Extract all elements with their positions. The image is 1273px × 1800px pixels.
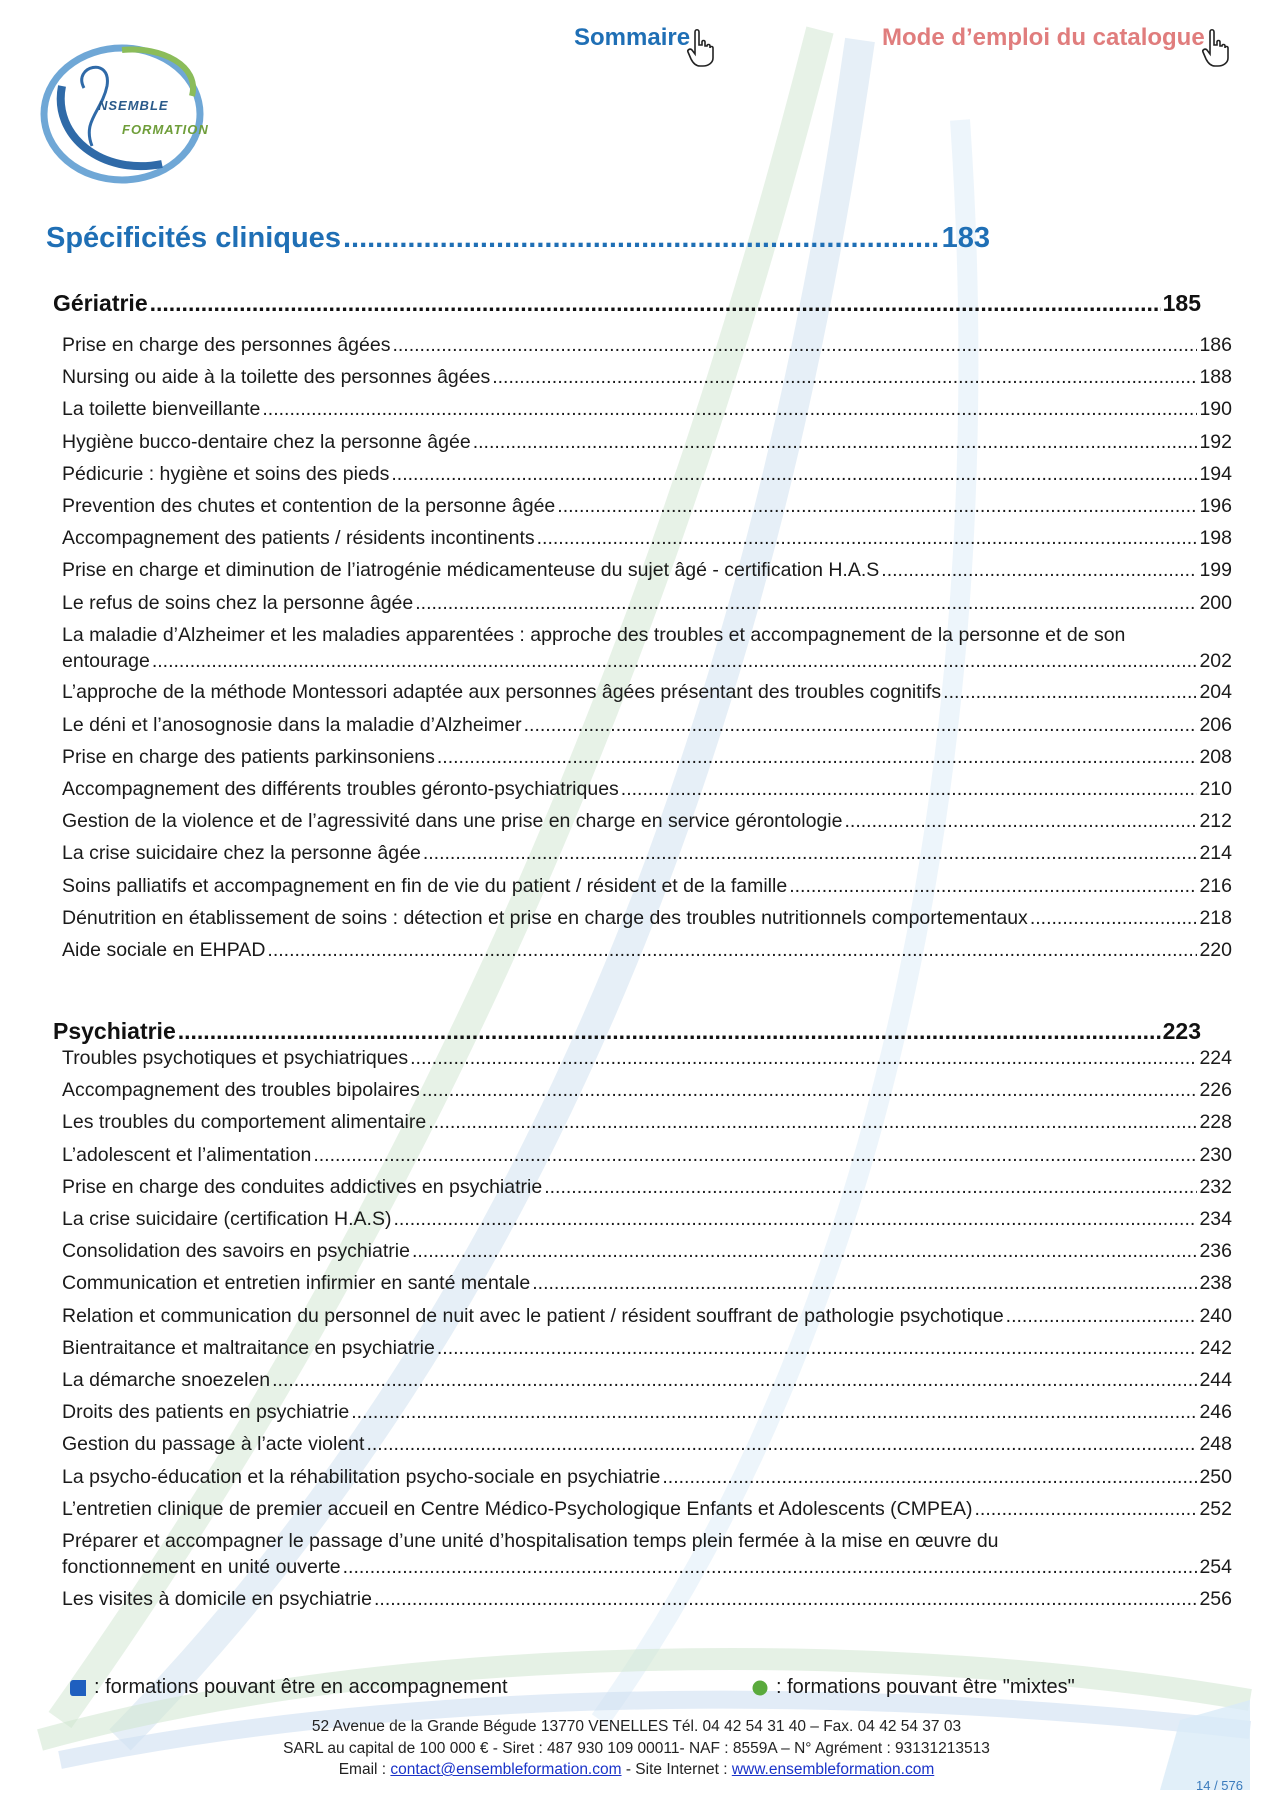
- toc-entry-title: Les troubles du comportement alimentaire: [62, 1111, 427, 1134]
- toc-entry[interactable]: [62, 840, 1232, 866]
- section-title[interactable]: [46, 222, 990, 255]
- toc-entry-page: 256: [1199, 1587, 1232, 1610]
- dot-leaders: [974, 1496, 1197, 1522]
- toc-entry-page: 232: [1199, 1175, 1232, 1198]
- toc-entry[interactable]: [62, 622, 1232, 674]
- dot-leaders: [391, 461, 1197, 487]
- dot-leaders: [267, 937, 1197, 963]
- dot-leaders: [366, 1431, 1197, 1457]
- toc-entry-page: 186: [1199, 334, 1232, 356]
- section-page: 183: [941, 222, 990, 254]
- dot-leaders: [410, 1045, 1197, 1071]
- hand-pointer-icon: [1201, 28, 1231, 68]
- footer-site-label: - Site Internet :: [621, 1761, 732, 1778]
- toc-entry[interactable]: [62, 1399, 1232, 1425]
- website-link[interactable]: www.ensembleformation.com: [731, 1761, 935, 1778]
- toc-entry-page: 214: [1199, 842, 1232, 865]
- heading-page: 185: [1162, 290, 1201, 316]
- toc-entry[interactable]: [62, 808, 1232, 834]
- toc-entry-title: La crise suicidaire (certification H.A.S): [62, 1208, 392, 1230]
- dot-leaders: [422, 1077, 1198, 1103]
- dot-leaders: [844, 808, 1197, 834]
- dot-leaders: [789, 873, 1197, 899]
- toc-entry[interactable]: [62, 461, 1232, 487]
- toc-entry-page: 190: [1199, 398, 1232, 421]
- toc-entry-page: 244: [1199, 1369, 1232, 1391]
- toc-entry[interactable]: [62, 1367, 1232, 1393]
- toc-entry-title: La psycho-éducation et la réhabilitation psycho-sociale en psychiatrie: [62, 1465, 661, 1488]
- toc-entry[interactable]: [62, 1174, 1232, 1200]
- toc-entry[interactable]: [62, 1335, 1232, 1361]
- toc-entry-title: Droits des patients en psychiatrie: [62, 1401, 350, 1424]
- dot-leaders: [272, 1367, 1197, 1393]
- toc-entry-page: 252: [1199, 1497, 1232, 1520]
- dot-leaders: [532, 1270, 1197, 1296]
- toc-entry-page: 228: [1199, 1111, 1232, 1134]
- toc-entry-page: 216: [1199, 874, 1232, 897]
- toc-entry-page: 210: [1199, 777, 1232, 800]
- heading-psychiatrie[interactable]: [53, 1018, 1201, 1045]
- toc-entry-title: Prise en charge et diminution de l’iatrogénie médicamenteuse du sujet âgé - certification H.A.S: [62, 559, 880, 582]
- dot-leaders: [662, 1464, 1197, 1490]
- toc-entry-page: 248: [1199, 1433, 1232, 1456]
- toc-entry[interactable]: [62, 1206, 1232, 1232]
- toc-entry[interactable]: [62, 1238, 1232, 1264]
- legend-mixtes-text: : formations pouvant être "mixtes": [776, 1676, 1075, 1698]
- footer-email-label: Email :: [338, 1761, 391, 1778]
- dot-leaders: [393, 1206, 1197, 1232]
- toc-entry-title: fonctionnement en unité ouverte: [62, 1556, 341, 1578]
- toc-entry-page: 194: [1199, 462, 1232, 485]
- toc-entry[interactable]: [62, 396, 1232, 422]
- dot-leaders: [412, 1238, 1198, 1264]
- toc-entry-title: Accompagnement des patients / résidents incontinents: [62, 527, 535, 550]
- dot-leaders: [537, 525, 1198, 551]
- dot-leaders: [343, 222, 940, 255]
- toc-entry-page: 238: [1199, 1272, 1232, 1295]
- toc-entry-title: Gestion du passage à l’acte violent: [62, 1433, 365, 1456]
- toc-entry-title: Relation et communication du personnel de nuit avec le patient / résident souffrant de pathologie psychotique: [62, 1304, 1004, 1327]
- hand-pointer-icon: [686, 28, 716, 68]
- dot-leaders: [621, 776, 1198, 802]
- toc-entry-title: Le refus de soins chez la personne âgée: [62, 591, 414, 614]
- toc-entry-title: Prevention des chutes et contention de la personne âgée: [62, 495, 556, 517]
- dot-leaders: [150, 290, 1161, 317]
- toc-entry-title: L’approche de la méthode Montessori adaptée aux personnes âgées présentant des troubles cognitifs: [62, 681, 942, 704]
- toc-entry-page: 206: [1199, 713, 1232, 736]
- toc-entry-title: entourage: [62, 649, 150, 672]
- dot-leaders: [524, 712, 1198, 738]
- heading-geriatrie[interactable]: [53, 290, 1201, 317]
- dot-leaders: [1006, 1303, 1198, 1329]
- mode-emploi-label: Mode d’emploi du catalogue: [882, 24, 1205, 51]
- toc-entry-title: Consolidation des savoirs en psychiatrie: [62, 1240, 410, 1263]
- toc-entry-title: Le déni et l’anosognosie dans la maladie d’Alzheimer: [62, 713, 522, 736]
- dot-leaders: [313, 1142, 1197, 1168]
- toc-entry-page: 240: [1199, 1304, 1232, 1327]
- toc-entry-title: L’adolescent et l’alimentation: [62, 1143, 312, 1166]
- dot-leaders: [152, 648, 1198, 674]
- dot-leaders: [415, 590, 1197, 616]
- toc-entry-page: 236: [1199, 1240, 1232, 1263]
- toc-entry[interactable]: [62, 364, 1232, 390]
- toc-entry-page: 230: [1199, 1143, 1232, 1166]
- toc-entry-page: 246: [1199, 1401, 1232, 1424]
- dot-leaders: [178, 1018, 1161, 1045]
- dot-leaders: [437, 1335, 1198, 1361]
- email-link[interactable]: contact@ensembleformation.com: [390, 1761, 622, 1778]
- toc-entry[interactable]: [62, 1270, 1232, 1296]
- toc-entry-page: 199: [1199, 559, 1232, 582]
- dot-leaders: [351, 1399, 1197, 1425]
- toc-entry[interactable]: [62, 429, 1232, 455]
- toc-entry-page: 220: [1199, 938, 1232, 961]
- footer-contact: [0, 1761, 1273, 1779]
- sommaire-label: Sommaire: [574, 24, 691, 51]
- sommaire-link[interactable]: [574, 24, 716, 68]
- toc-entry[interactable]: [62, 1109, 1232, 1135]
- toc-entry[interactable]: [62, 679, 1232, 705]
- dot-leaders: [374, 1586, 1197, 1612]
- toc-entry[interactable]: [62, 1431, 1232, 1457]
- toc-entry-title: Nursing ou aide à la toilette des personnes âgées: [62, 366, 491, 389]
- toc-entry-title-line: La maladie d’Alzheimer et les maladies apparentées : approche des troubles et accompagnement de la personne et de son: [62, 623, 1126, 646]
- toc-entry[interactable]: [62, 1142, 1232, 1168]
- toc-entry[interactable]: [62, 1496, 1232, 1522]
- toc-entry-page: 254: [1199, 1556, 1232, 1578]
- toc-entry-title: Hygiène bucco-dentaire chez la personne âgée: [62, 430, 471, 453]
- heading-page: 223: [1162, 1018, 1201, 1044]
- dot-leaders: [262, 396, 1197, 422]
- toc-entry[interactable]: [62, 1045, 1232, 1071]
- dot-leaders: [1030, 905, 1198, 931]
- toc-entry-title: Accompagnement des troubles bipolaires: [62, 1079, 420, 1102]
- dot-leaders: [392, 332, 1197, 358]
- toc-entry-page: 226: [1199, 1079, 1232, 1102]
- toc-entry-title: Soins palliatifs et accompagnement en fin de vie du patient / résident et de la famille: [62, 874, 788, 897]
- dot-leaders: [428, 1109, 1197, 1135]
- legend-accompagnement: [70, 1676, 508, 1699]
- toc-entry-page: 202: [1199, 649, 1232, 672]
- dot-leaders: [343, 1554, 1198, 1580]
- toc-entry-title: Bientraitance et maltraitance en psychiatrie: [62, 1336, 435, 1359]
- toc-entry-page: 250: [1199, 1465, 1232, 1488]
- toc-entry[interactable]: [62, 557, 1232, 583]
- legend-mixtes: [752, 1676, 1075, 1699]
- toc-entry-title: Troubles psychotiques et psychiatriques: [62, 1047, 409, 1069]
- toc-entry-page: 204: [1199, 681, 1232, 704]
- toc-entry-title: Pédicurie : hygiène et soins des pieds: [62, 462, 390, 485]
- green-dot-icon: [752, 1680, 768, 1696]
- dot-leaders: [473, 429, 1198, 455]
- toc-entry-title: La démarche snoezelen: [62, 1369, 271, 1391]
- page-number: 14 / 576: [1196, 1778, 1243, 1793]
- toc-entry-title-line: Préparer et accompagner le passage d’une unité d’hospitalisation temps plein fermée à la mise en œuvre du: [62, 1530, 999, 1552]
- toc-entry-title: La crise suicidaire chez la personne âgée: [62, 842, 421, 865]
- toc-entry-page: 188: [1199, 366, 1232, 389]
- toc-entry[interactable]: [62, 712, 1232, 738]
- toc-entry-page: 208: [1199, 745, 1232, 768]
- toc-entry[interactable]: [62, 937, 1232, 963]
- toc-entry[interactable]: [62, 776, 1232, 802]
- toc-entry-page: 196: [1199, 495, 1232, 517]
- toc-entry-title: Gestion de la violence et de l’agressivité dans une prise en charge en service gérontologie: [62, 810, 843, 833]
- toc-entry-page: 218: [1199, 906, 1232, 929]
- toc-entry-title: Dénutrition en établissement de soins : détection et prise en charge des troubles nutritionnels comportementaux: [62, 906, 1028, 929]
- heading-title: Psychiatrie: [53, 1018, 176, 1044]
- toc-entry[interactable]: [62, 1303, 1232, 1329]
- toc-entry-title: L’entretien clinique de premier accueil en Centre Médico-Psychologique Enfants et Adolescents (CMPEA): [62, 1497, 973, 1520]
- toc-entry-title: Aide sociale en EHPAD: [62, 938, 266, 961]
- heading-title: Gériatrie: [53, 290, 148, 316]
- dot-leaders: [881, 557, 1197, 583]
- toc-entry[interactable]: [62, 1077, 1232, 1103]
- section-title-text: Spécificités cliniques: [46, 222, 341, 254]
- dot-leaders: [437, 744, 1198, 770]
- toc-entry[interactable]: [62, 1528, 1232, 1580]
- dot-leaders: [943, 679, 1197, 705]
- dot-leaders: [423, 840, 1198, 866]
- logo-text-formation: FORMATION: [122, 122, 209, 137]
- toc-entry[interactable]: [62, 1586, 1232, 1612]
- toc-entry[interactable]: [62, 590, 1232, 616]
- footer-address: 52 Avenue de la Grande Bégude 13770 VENELLES Tél. 04 42 54 31 40 – Fax. 04 42 54 37 03: [311, 1718, 962, 1735]
- toc-entry-title: Prise en charge des personnes âgées: [62, 334, 391, 356]
- footer-company: SARL au capital de 100 000 € - Siret : 487 930 109 00011- NAF : 8559A – N° Agrément : 93131213513: [283, 1740, 990, 1757]
- toc-entry[interactable]: [62, 1464, 1232, 1490]
- toc-entry-title: Prise en charge des conduites addictives en psychiatrie: [62, 1175, 543, 1198]
- toc-entry[interactable]: [62, 744, 1232, 770]
- ensemble-formation-logo: [32, 26, 232, 186]
- logo-text-ensemble: NSEMBLE: [98, 98, 169, 113]
- toc-entry-page: 224: [1199, 1047, 1232, 1069]
- legend-accompagnement-text: : formations pouvant être en accompagnement: [94, 1676, 508, 1698]
- dot-leaders: [544, 1174, 1197, 1200]
- toc-entry-title: La toilette bienveillante: [62, 398, 261, 421]
- toc-entry[interactable]: [62, 332, 1232, 358]
- toc-entry-page: 212: [1199, 810, 1232, 833]
- toc-entry-page: 234: [1199, 1208, 1232, 1230]
- toc-entry-title: Les visites à domicile en psychiatrie: [62, 1587, 372, 1610]
- dot-leaders: [492, 364, 1197, 390]
- toc-entry-page: 200: [1199, 591, 1232, 614]
- blue-marker-icon: [70, 1680, 86, 1696]
- toc-entry-page: 192: [1199, 430, 1232, 453]
- toc-entry-page: 198: [1199, 527, 1232, 550]
- toc-entry[interactable]: [62, 493, 1232, 519]
- toc-entry[interactable]: [62, 873, 1232, 899]
- toc-entry[interactable]: [62, 525, 1232, 551]
- toc-entry-page: 242: [1199, 1336, 1232, 1359]
- mode-emploi-link[interactable]: [882, 24, 1231, 68]
- toc-entry[interactable]: [62, 905, 1232, 931]
- dot-leaders: [557, 493, 1197, 519]
- toc-entry-title: Accompagnement des différents troubles géronto-psychiatriques: [62, 777, 619, 800]
- toc-entry-title: Communication et entretien infirmier en santé mentale: [62, 1272, 531, 1295]
- toc-entry-title: Prise en charge des patients parkinsoniens: [62, 745, 435, 768]
